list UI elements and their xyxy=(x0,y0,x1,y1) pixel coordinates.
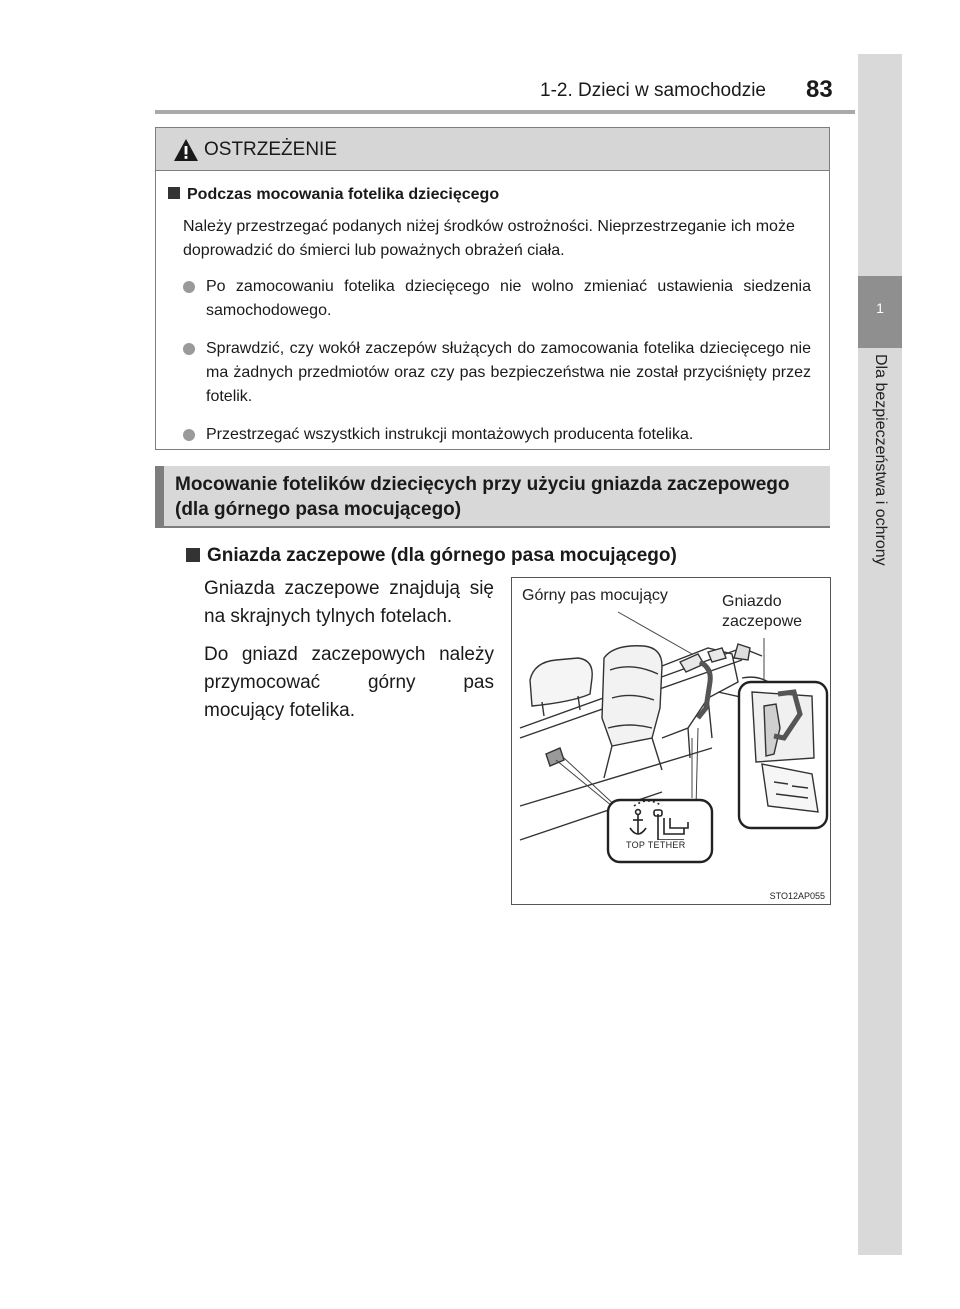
anchor-illustration xyxy=(511,577,831,905)
chapter-header-title: 1-2. Dzieci w samochodzie xyxy=(540,80,766,101)
square-bullet-icon xyxy=(186,548,200,562)
label-top-tether-strap: Górny pas mocujący xyxy=(522,587,668,604)
square-bullet-icon xyxy=(168,187,180,199)
warning-bullet-text: Sprawdzić, czy wokół zaczepów służących do zamocowania fotelika dziecięcego nie ma żadnych przedmiotów oraz czy pas bezpieczeństwa nie został przyciśnięty przez fotelik. xyxy=(206,340,811,405)
side-tab-background xyxy=(858,54,902,1255)
warning-label: OSTRZEŻENIE xyxy=(204,139,338,160)
side-tab-chapter-number: 1 xyxy=(876,300,884,316)
header-divider xyxy=(155,110,855,114)
body-paragraph: Do gniazd zaczepowych należy przymocować górny pas mocujący fotelika. xyxy=(204,644,494,721)
subsection-body xyxy=(204,575,494,735)
warning-box xyxy=(155,127,830,450)
warning-bullet xyxy=(168,423,811,447)
side-tab-chapter-title: Dla bezpieczeństwa i ochrony xyxy=(872,354,889,566)
figure-code: STO12AP055 xyxy=(769,891,825,901)
round-bullet-icon xyxy=(183,343,195,355)
warning-bullet-text: Po zamocowaniu fotelika dziecięcego nie wolno zmieniać ustawienia siedzenia samochodowego. xyxy=(206,278,811,319)
page-number: 83 xyxy=(806,76,833,103)
warning-bullet-text: Przestrzegać wszystkich instrukcji montażowych producenta fotelika. xyxy=(206,426,694,443)
warning-bullet xyxy=(168,337,811,409)
round-bullet-icon xyxy=(183,281,195,293)
round-bullet-icon xyxy=(183,429,195,441)
warning-triangle-icon xyxy=(173,138,199,162)
body-paragraph: Gniazda zaczepowe znajdują się na skrajnych tylnych fotelach. xyxy=(204,578,494,627)
warning-intro: Należy przestrzegać podanych niżej środków ostrożności. Nieprzestrzeganie ich może doprowadzić do śmierci lub poważnych obrażeń ciała. xyxy=(183,218,795,259)
warning-heading xyxy=(168,183,811,207)
warning-body xyxy=(156,171,829,447)
subsection-heading xyxy=(186,545,677,567)
subsection-heading-text: Gniazda zaczepowe (dla górnego pasa mocującego) xyxy=(207,545,677,566)
section-title: Mocowanie fotelików dziecięcych przy użyciu gniazda zaczepowego (dla górnego pasa mocującego) xyxy=(175,474,790,520)
warning-heading-text: Podczas mocowania fotelika dziecięcego xyxy=(187,186,500,203)
label-anchor-line1: Gniazdo xyxy=(722,593,782,610)
inset-caption-top-tether: TOP TETHER xyxy=(626,840,686,850)
section-heading-bar xyxy=(155,466,830,528)
warning-bullet xyxy=(168,275,811,323)
label-anchor-line2: zaczepowe xyxy=(722,613,803,630)
warning-header xyxy=(156,128,829,171)
